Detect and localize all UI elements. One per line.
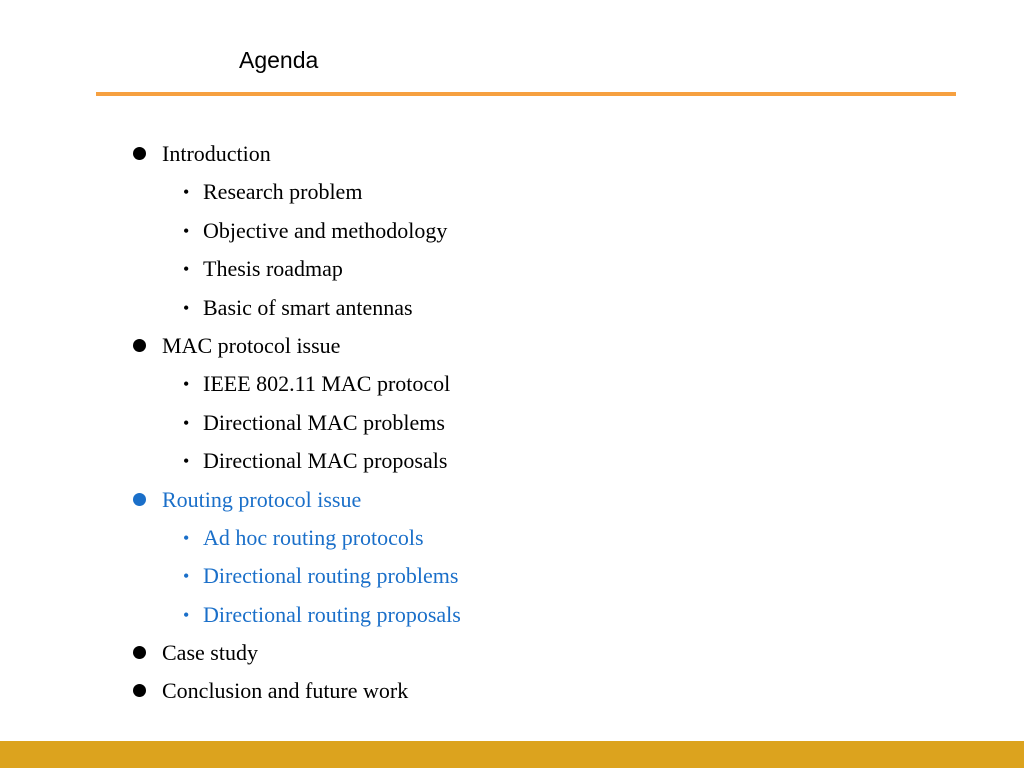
sub-bullet-icon: • [183,259,190,280]
agenda-item-label: Routing protocol issue [162,486,362,512]
agenda-item-mac-protocol-issue [130,328,930,366]
title-divider [96,92,956,96]
agenda-subitem [130,443,930,481]
agenda-item-case-study [130,635,930,673]
bullet-dot-icon [133,493,146,506]
agenda-subitem-label: Ad hoc routing protocols [203,524,424,550]
agenda-subitem-label: IEEE 802.11 MAC protocol [203,371,451,397]
bullet-dot-icon [133,684,146,697]
sub-bullet-icon: • [183,297,190,318]
agenda-list [130,136,930,712]
agenda-item-label: MAC protocol issue [162,332,341,358]
agenda-item-conclusion [130,673,930,711]
bullet-dot-icon [133,646,146,659]
agenda-subitem-label: Directional MAC proposals [203,448,448,474]
bullet-dot-icon [133,147,146,160]
agenda-subitem [130,597,930,635]
agenda-subitem [130,558,930,596]
agenda-subitem [130,251,930,289]
bullet-dot-icon [133,339,146,352]
agenda-item-label: Case study [162,640,258,666]
footer-bar [0,741,1024,768]
sub-bullet-icon: • [183,451,190,472]
agenda-subitem-label: Directional routing proposals [203,601,461,627]
agenda-item-label: Introduction [162,141,271,166]
agenda-subitem-label: Research problem [203,179,363,205]
agenda-subitem-label: Directional routing problems [203,563,459,589]
agenda-subitem [130,520,930,558]
agenda-item-label: Conclusion and future work [162,678,409,704]
sub-bullet-icon: • [183,220,190,241]
agenda-subitem [130,366,930,404]
agenda-subitem [130,405,930,443]
agenda-subitem-label: Basic of smart antennas [203,294,413,320]
sub-bullet-icon: • [183,527,190,548]
agenda-subitem [130,174,930,212]
agenda-subitem-label: Directional MAC problems [203,409,445,435]
sub-bullet-icon: • [183,566,190,587]
sub-bullet-icon: • [183,182,190,203]
agenda-subitem [130,290,930,328]
agenda-subitem-label: Objective and methodology [203,217,448,243]
sub-bullet-icon: • [183,604,190,625]
agenda-subitem [130,213,930,251]
agenda-item-routing-protocol-issue [130,482,930,520]
agenda-subitem-label: Thesis roadmap [203,256,343,282]
sub-bullet-icon: • [183,412,190,433]
agenda-item-introduction [130,136,930,174]
sub-bullet-icon: • [183,374,190,395]
slide-title: Agenda [239,47,319,73]
